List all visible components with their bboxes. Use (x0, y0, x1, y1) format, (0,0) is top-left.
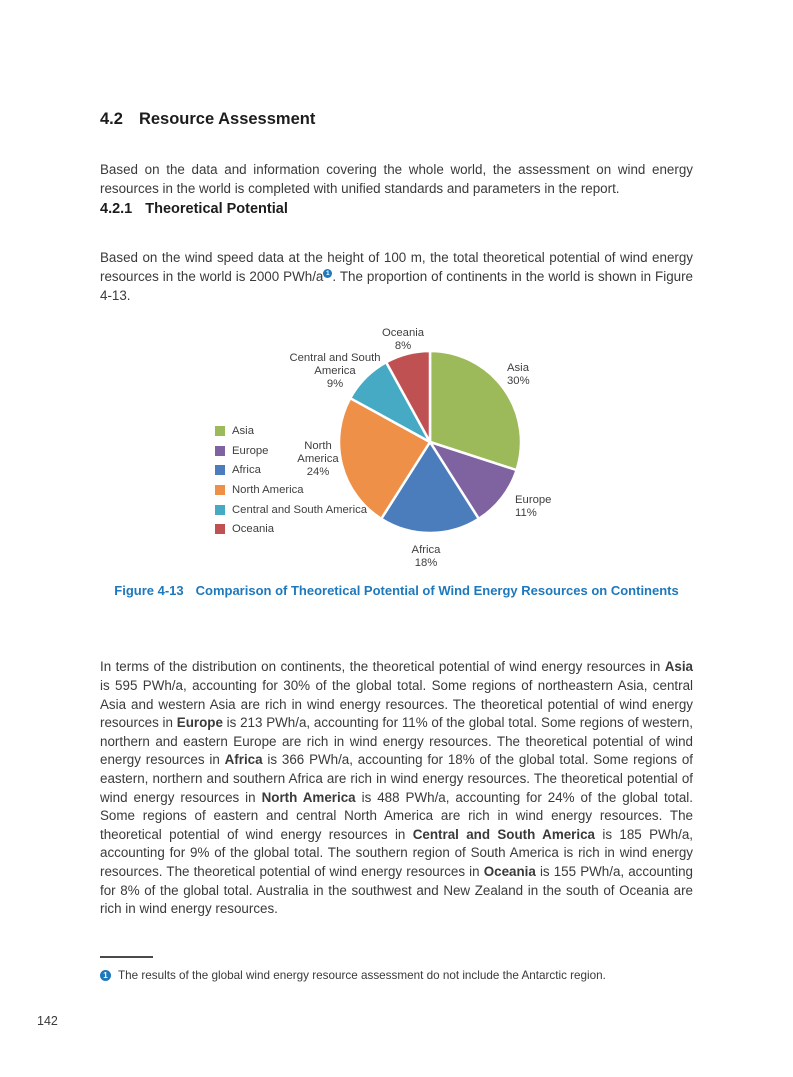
slice-percentage: 30% (507, 374, 530, 387)
legend-swatch-icon (215, 485, 225, 495)
figure-label: Figure 4-13 (114, 583, 184, 598)
continent-name: Oceania (483, 863, 536, 879)
body-text: is 366 PWh/a, accounting for 18% of the global total. Some regions of eastern, northern and southern Africa are rich in wind energy resources. The theoretical potential of wind energy resources in (100, 752, 693, 805)
legend-item-asia (215, 421, 367, 441)
intro-paragraph: Based on the data and information covering the whole world, the assessment on wind energy resources in the world is completed with unified standards and parameters in the report. (100, 162, 693, 196)
continent-name: Central and South America (412, 826, 596, 842)
figure-caption-text: Comparison of Theoretical Potential of Wind Energy Resources on Continents (195, 583, 679, 598)
body-text: is 213 PWh/a, accounting for 11% of the global total. Some regions of western, northern and eastern Europe are rich in wind energy resources. The theoretical potential of wind energy resources in (100, 715, 694, 768)
section-number: 4.2 (100, 110, 123, 128)
subsection-heading (100, 201, 288, 217)
legend-label: North America (232, 483, 304, 496)
footnote-text: The results of the global wind energy resource assessment do not include the Antarctic region. (118, 969, 606, 982)
legend-label: Oceania (232, 523, 275, 536)
legend-swatch-icon (215, 524, 225, 534)
chart-legend (215, 421, 367, 539)
legend-label: Central and South America (232, 503, 368, 516)
section-title: Resource Assessment (138, 110, 316, 128)
potential-text-after: . The proportion of continents in the world is shown in Figure 4-13. (100, 268, 693, 303)
pie-chart-figure (195, 318, 635, 576)
footnote (100, 968, 693, 983)
slice-label-africa (396, 544, 456, 570)
section-heading (100, 110, 315, 129)
potential-paragraph (100, 249, 693, 305)
legend-label: Africa (232, 464, 261, 477)
body-text: is 185 PWh/a, accounting for 9% of the global total. The southern region of South America is rich in wind energy resources. The theoretical potential of wind energy resources in (100, 826, 693, 879)
legend-label: Asia (232, 424, 254, 437)
slice-label-north-america (287, 440, 349, 478)
slice-percentage: 18% (414, 556, 438, 569)
subsection-title: Theoretical Potential (145, 201, 288, 217)
body-text: In terms of the distribution on continents, the theoretical potential of wind energy resources in (100, 659, 665, 675)
legend-item-central-and-south-america (215, 500, 367, 520)
legend-swatch-icon (215, 426, 225, 436)
figure-caption (0, 583, 793, 598)
analysis-paragraph (100, 658, 693, 918)
slice-percentage: 11% (515, 506, 537, 519)
slice-percentage: 9% (326, 377, 344, 390)
footnote-reference-marker: 1 (323, 269, 332, 278)
slice-label-asia (507, 362, 567, 388)
footnote-number-icon: 1 (100, 970, 111, 981)
legend-swatch-icon (215, 505, 225, 515)
continent-name: Asia (664, 659, 693, 675)
slice-percentage: 24% (306, 465, 330, 478)
slice-label-text: Central and South America (289, 352, 381, 377)
slice-label-central-and-south-america (289, 352, 381, 390)
legend-swatch-icon (215, 465, 225, 475)
body-text: is 155 PWh/a, accounting for 8% of the global total. Australia in the southwest and New Zealand in the south of Oceania are rich in wind energy resources. (100, 863, 693, 917)
slice-label-europe (515, 494, 575, 520)
page-number: 142 (37, 1014, 58, 1028)
legend-swatch-icon (215, 446, 225, 456)
slice-label-text: Europe (515, 494, 552, 506)
body-text: is 595 PWh/a, accounting for 30% of the global total. Some regions of northeastern Asia, central Asia and western Asia are rich in wind energy resources. The theoretical potential of wind energy resources in (100, 677, 693, 731)
slice-label-oceania (363, 327, 443, 353)
body-text: is 488 PWh/a, accounting for 24% of the global total. Some regions of eastern and central North America are rich in wind energy resources. The theoretical potential of wind energy resources in (100, 789, 693, 842)
footnote-divider (100, 956, 153, 958)
legend-label: Europe (232, 444, 269, 457)
slice-label-text: Africa (411, 544, 441, 556)
slice-percentage: 8% (394, 339, 412, 352)
slice-label-text: Asia (507, 362, 529, 374)
slice-label-text: Oceania (381, 327, 425, 339)
continent-name: North America (261, 789, 356, 805)
legend-item-oceania (215, 519, 367, 539)
legend-item-north-america (215, 480, 367, 500)
continent-name: Africa (224, 752, 263, 768)
subsection-number: 4.2.1 (100, 201, 133, 217)
potential-text-before: Based on the wind speed data at the height of 100 m, the total theoretical potential of wind energy resources in the world is 2000 PWh/a (100, 250, 693, 284)
slice-label-text: North America (297, 440, 339, 465)
continent-name: Europe (176, 715, 223, 731)
